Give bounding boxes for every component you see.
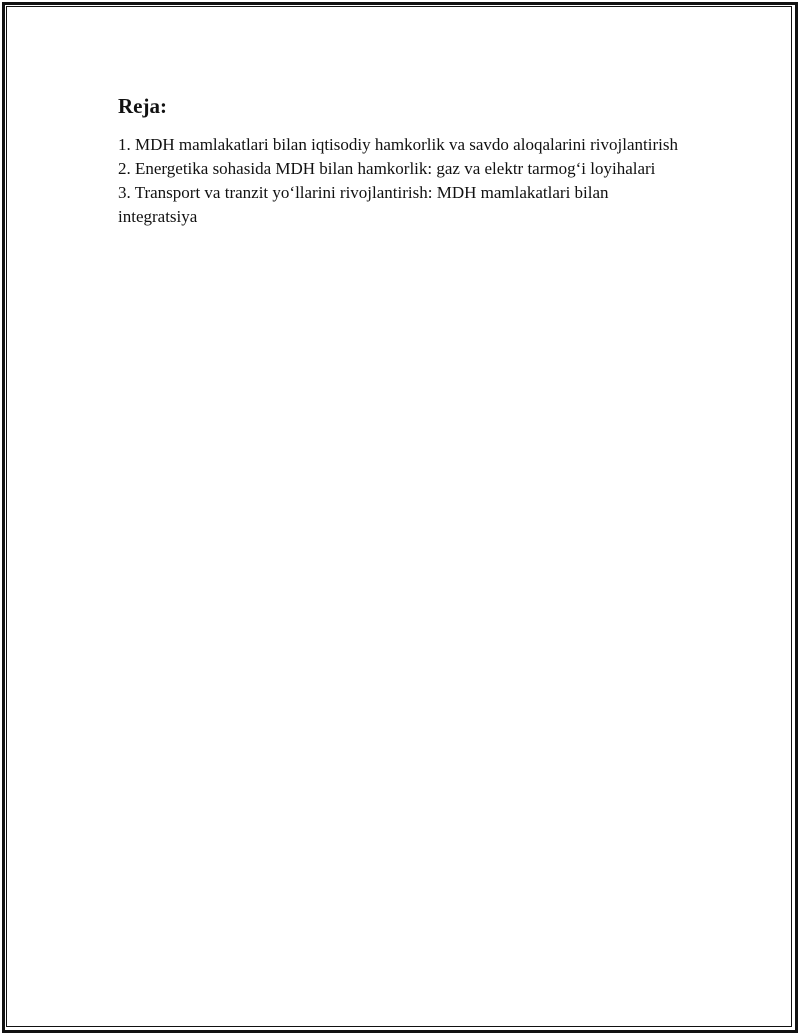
plan-item-2: 2. Energetika sohasida MDH bilan hamkorlik: gaz va elektr tarmog‘i loyihalari (118, 159, 656, 179)
plan-heading: Reja: (118, 94, 167, 118)
document-content (118, 93, 678, 229)
plan-list (118, 133, 678, 229)
plan-item-3: 3. Transport va tranzit yo‘llarini rivojlantirish: MDH mamlakatlari bilan integratsiya (118, 183, 609, 227)
plan-item-1: 1. MDH mamlakatlari bilan iqtisodiy hamkorlik va savdo aloqalarini rivojlantirish (118, 135, 678, 155)
